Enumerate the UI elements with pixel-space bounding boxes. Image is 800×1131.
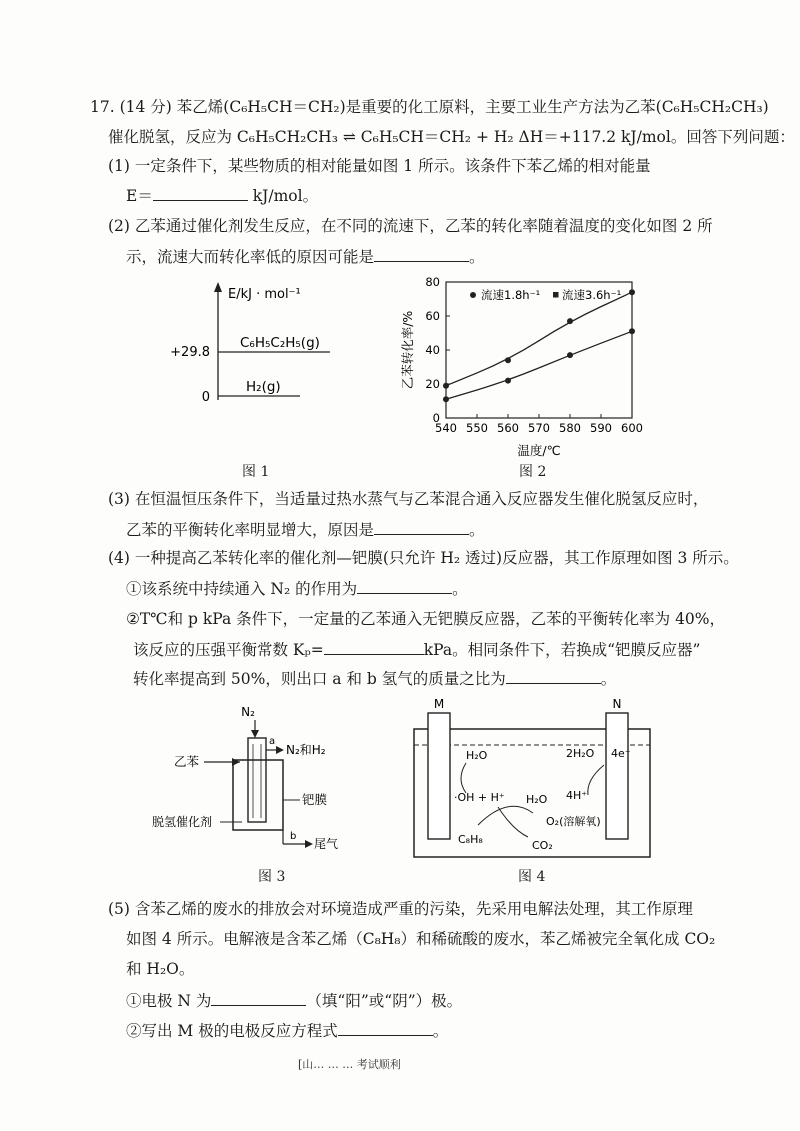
outlet-b-arrow (305, 840, 313, 848)
h2o-to-oh-arrow (461, 763, 466, 793)
electrode-m (428, 713, 450, 839)
part1-line1: (1) 一定条件下，某些物质的相对能量如图 1 所示。该条件下苯乙烯的相对能量 (108, 157, 651, 175)
x-tick-label: 570 (528, 421, 550, 435)
figure-2-chart (390, 270, 660, 460)
figure-1-energy-diagram (170, 280, 350, 440)
part3-suffix: 。 (469, 521, 485, 539)
figure-4-electrolysis-cell (408, 695, 658, 865)
answer-blank-4[interactable] (357, 578, 452, 594)
c8h8-label: C₈H₈ (458, 833, 483, 846)
part3-prefix: 乙苯的平衡转化率明显增大，原因是 (126, 521, 375, 539)
legend-marker-1 (470, 292, 476, 298)
figure-3-reactor (150, 700, 350, 860)
x-tick-label: 580 (559, 421, 581, 435)
series-line-1 (446, 292, 632, 386)
data-point-series-2 (629, 328, 635, 334)
data-point-series-2 (505, 378, 511, 384)
intro-text-1: 苯乙烯(C₆H₅CH＝CH₂)是重要的化工原料，主要工业生产方法为乙苯(C₆H₅CH₂CH₃) (176, 98, 769, 116)
part4-sub2-prefix: 该反应的压强平衡常数 Kₚ= (133, 641, 324, 659)
y-tick-label: 80 (425, 275, 440, 289)
dissolved-oxygen-label: O₂(溶解氧) (546, 815, 601, 828)
legend-label-2: 流速3.6h⁻¹ (562, 288, 622, 302)
outlet-a-arrow (276, 746, 284, 754)
answer-blank-2[interactable] (374, 246, 469, 262)
h2o-right-label: 2H₂O (566, 747, 595, 760)
answer-blank-8[interactable] (338, 1020, 433, 1036)
catalyst-label: 脱氢催化剂 (152, 815, 213, 829)
part3-line2 (126, 519, 485, 540)
data-point-series-2 (443, 396, 449, 402)
part5-line1: (5) 含苯乙烯的废水的排放会对环境造成严重的污染，先采用电解法处理，其工作原理 (108, 900, 693, 918)
part4-sub1 (126, 578, 468, 599)
reaction-arc-1 (478, 806, 533, 825)
answer-blank-1[interactable] (153, 185, 248, 201)
x-tick-label: 540 (435, 421, 457, 435)
y-tick-label: 0 (432, 411, 440, 425)
x-tick-label: 560 (497, 421, 519, 435)
membrane-label: 钯膜 (302, 792, 328, 807)
part2-line1: (2) 乙苯通过催化剂发生反应，在不同的流速下，乙苯的转化率随着温度的变化如图 2 所 (108, 217, 713, 235)
part5-sub1-prefix: ①电极 N 为 (126, 992, 212, 1010)
data-point-series-1 (629, 289, 635, 295)
electrode-n (606, 713, 628, 839)
n2-inlet-label: N₂ (241, 705, 255, 719)
part1-line2 (126, 185, 318, 206)
part2-suffix: 。 (469, 248, 485, 266)
legend-marker-2 (553, 292, 559, 298)
question-intro-line1 (90, 97, 769, 117)
h-plus-label: 4H⁺ (566, 789, 588, 802)
legend-label-1: 流速1.8h⁻¹ (481, 288, 541, 302)
answer-blank-3[interactable] (374, 519, 469, 535)
outlet-b-label: 尾气 (314, 837, 339, 851)
level-value-h2: 0 (201, 390, 210, 405)
question-number: 17. (90, 98, 115, 116)
h2o-mid-label: H₂O (526, 793, 548, 806)
reaction-arc-2 (498, 807, 528, 837)
part5-sub2-suffix: 。 (432, 1022, 449, 1040)
part4-sub2-line2 (133, 639, 700, 660)
reactor-vessel (233, 760, 283, 830)
series-line-2 (446, 331, 632, 399)
part1-prefix: E＝ (126, 187, 153, 205)
part4-sub1-prefix: ①该系统中持续通入 N₂ 的作用为 (126, 580, 358, 598)
part4-sub2-line3-prefix: 转化率提高到 50%，则出口 a 和 b 氢气的质量之比为 (133, 670, 506, 688)
figure-1-caption: 图 1 (242, 464, 270, 480)
figure-2-caption: 图 2 (519, 464, 547, 480)
electrode-m-label: M (433, 697, 445, 711)
x-axis-label: 温度/℃ (517, 443, 561, 458)
n-reaction-arc (588, 765, 604, 795)
energy-axis-arrow (214, 282, 222, 292)
part5-sub1-suffix: （填“阳”或“阴”）极。 (306, 992, 463, 1010)
energy-axis-label: E/kJ · mol⁻¹ (228, 287, 301, 302)
part5-sub2-prefix: ②写出 M 极的电极反应方程式 (126, 1022, 338, 1040)
part5-sub2 (126, 1020, 448, 1041)
part4-line1: (4) 一种提高乙苯转化率的催化剂—钯膜(只允许 H₂ 透过)反应器，其工作原理如图 3 所示。 (108, 549, 739, 567)
part5-sub1 (126, 990, 462, 1011)
x-tick-label: 550 (466, 421, 488, 435)
answer-blank-7[interactable] (211, 990, 306, 1006)
x-tick-label: 590 (590, 421, 612, 435)
part4-sub1-suffix: 。 (452, 580, 468, 598)
outlet-b-letter: b (290, 831, 297, 842)
part5-line2: 如图 4 所示。电解液是含苯乙烯（C₈H₈）和稀硫酸的废水，苯乙烯被完全氧化成 CO₂ (126, 930, 716, 948)
part1-suffix: kJ/mol。 (247, 187, 319, 205)
data-point-series-2 (567, 352, 573, 358)
h2o-left-label: H₂O (466, 749, 488, 762)
part4-sub2-suffix: kPa。相同条件下，若换成“钯膜反应器” (423, 641, 701, 659)
data-point-series-1 (567, 318, 573, 324)
data-point-series-1 (443, 383, 449, 389)
level-species-ethylbenzene: C₆H₅C₂H₅(g) (240, 335, 320, 351)
answer-blank-5[interactable] (324, 639, 424, 655)
outlet-a-label: N₂和H₂ (286, 743, 326, 757)
part4-sub2-line3 (133, 668, 616, 689)
x-tick-label: 600 (621, 421, 643, 435)
palladium-membrane-tube (248, 738, 266, 822)
question-points: (14 分) (119, 98, 172, 116)
data-point-series-1 (505, 357, 511, 363)
level-species-h2: H₂(g) (246, 379, 281, 395)
ethylbenzene-inlet-label: 乙苯 (174, 754, 200, 769)
answer-blank-6[interactable] (506, 668, 601, 684)
co2-label: CO₂ (532, 839, 553, 852)
page-footer: [山… … … 考试顺利 (298, 1058, 401, 1071)
part4-sub2-line3-suffix: 。 (600, 670, 617, 688)
part2-line2 (126, 246, 485, 267)
plot-frame (446, 282, 632, 418)
part4-sub2-line1: ②T℃和 p kPa 条件下，一定量的乙苯通入无钯膜反应器，乙苯的平衡转化率为 40%， (126, 610, 726, 628)
y-axis-label: 乙苯转化率/% (400, 310, 415, 390)
oh-h-label: ·OH + H⁺ (454, 791, 505, 804)
level-value-ethylbenzene: +29.8 (170, 345, 210, 360)
part5-line3: 和 H₂O。 (126, 960, 195, 978)
n2-arrow (251, 730, 259, 738)
y-tick-label: 40 (425, 343, 440, 357)
intro-text-2: 催化脱氢，反应为 C₆H₅CH₂CH₃ ⇌ C₆H₅CH＝CH₂ + H₂ ΔH＝+117.2 kJ/mol。回答下列问题： (108, 128, 795, 146)
part2-prefix: 示，流速大而转化率低的原因可能是 (126, 248, 375, 266)
outlet-a-letter: a (269, 736, 276, 747)
electron-label: 4e⁻ (611, 747, 631, 760)
ethylbenzene-arrow (232, 758, 240, 766)
electrode-n-label: N (612, 697, 622, 711)
part3-line1: (3) 在恒温恒压条件下，当适量过热水蒸气与乙苯混合通入反应器发生催化脱氢反应时， (108, 490, 709, 508)
y-tick-label: 60 (425, 309, 440, 323)
figure-3-caption: 图 3 (258, 869, 286, 885)
figure-4-caption: 图 4 (518, 869, 546, 885)
y-tick-label: 20 (425, 377, 440, 391)
